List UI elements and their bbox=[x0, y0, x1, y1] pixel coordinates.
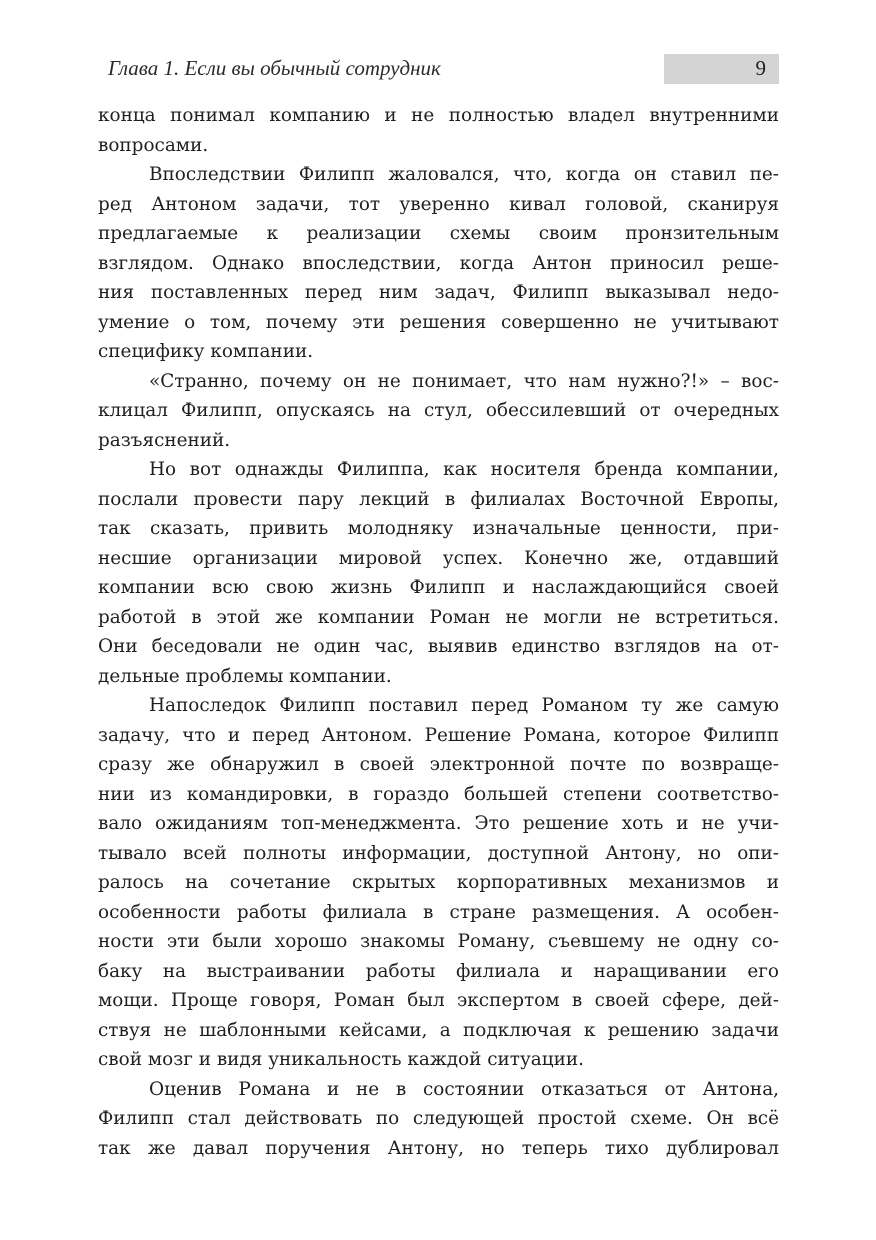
chapter-title: Глава 1. Если вы обычный сотрудник bbox=[108, 56, 441, 80]
text-line: несшие организации мировой успех. Конечно же, отдавший bbox=[98, 547, 779, 569]
text-line: ния поставленных перед ним задач, Филипп выказывал недо- bbox=[98, 282, 779, 303]
text-line: ствуя не шаблонными кейсами, а подключая к решению задачи bbox=[98, 1019, 779, 1041]
text-line: нии из командировки, в гораздо большей степени соответство- bbox=[98, 783, 779, 805]
text-line: ред Антоном задачи, тот уверенно кивал головой, сканируя bbox=[98, 193, 779, 215]
text-line: так же давал поручения Антону, но теперь тихо дублировал bbox=[98, 1137, 779, 1159]
text-line: работой в этой же компании Роман не могли не встретиться. bbox=[98, 606, 779, 628]
text-line: свой мозг и видя уникальность каждой ситуации. bbox=[98, 1049, 584, 1070]
paragraph-first-line: Впоследствии Филипп жаловался, что, когда он ставил пе- bbox=[149, 164, 779, 185]
text-line: предлагаемые к реализации схемы своим пронзительным bbox=[98, 223, 779, 244]
text-line: дельные проблемы компании. bbox=[98, 665, 392, 687]
text-line: Филипп стал действовать по следующей простой схеме. Он всё bbox=[98, 1108, 779, 1129]
body-text bbox=[98, 101, 779, 1163]
page-number-box bbox=[664, 54, 779, 84]
text-line: послали провести пару лекций в филиалах Восточной Европы, bbox=[98, 488, 779, 510]
paragraph-first-line: Оценив Романа и не в состоянии отказаться от Антона, bbox=[149, 1078, 779, 1100]
text-line: сразу же обнаружил в своей электронной почте по возвраще- bbox=[98, 754, 779, 775]
text-line: компании всю свою жизнь Филипп и наслаждающийся своей bbox=[98, 577, 779, 598]
text-line: разъяснений. bbox=[98, 429, 231, 451]
paragraph-first-line: Но вот однажды Филиппа, как носителя бренда компании, bbox=[149, 459, 779, 480]
running-header bbox=[98, 54, 779, 84]
text-line: вало ожиданиям топ-менеджмента. Это решение хоть и не учи- bbox=[98, 813, 779, 834]
text-line: ности эти были хорошо знакомы Роману, съевшему не одну со- bbox=[98, 931, 779, 952]
text-line: тывало всей полноты информации, доступной Антону, но опи- bbox=[98, 842, 779, 864]
text-line: так сказать, привить молодняку изначальные ценности, при- bbox=[98, 518, 779, 539]
text-line: конца понимал компанию и не полностью владел внутренними bbox=[98, 105, 779, 126]
text-line: клицал Филипп, опускаясь на стул, обессилевший от очередных bbox=[98, 400, 779, 421]
text-line: особенности работы филиала в стране размещения. А особен- bbox=[98, 901, 779, 923]
paragraph-first-line: «Странно, почему он не понимает, что нам нужно?!» – вос- bbox=[149, 370, 779, 392]
text-line: задачу, что и перед Антоном. Решение Романа, которое Филипп bbox=[98, 724, 779, 746]
text-line: мощи. Проще говоря, Роман был экспертом в своей сфере, дей- bbox=[98, 990, 779, 1011]
text-line: специфику компании. bbox=[98, 341, 314, 362]
text-line: Они беседовали не один час, выявив единство взглядов на от- bbox=[98, 636, 779, 657]
text-line: умение о том, почему эти решения совершенно не учитывают bbox=[98, 311, 779, 333]
text-line: взглядом. Однако впоследствии, когда Антон приносил реше- bbox=[98, 252, 779, 274]
text-line: вопросами. bbox=[98, 134, 209, 156]
paragraph-first-line: Напоследок Филипп поставил перед Романом ту же самую bbox=[149, 695, 779, 716]
text-line: ралось на сочетание скрытых корпоративных механизмов и bbox=[98, 872, 779, 893]
text-line: баку на выстраивании работы филиала и наращивании его bbox=[98, 960, 779, 982]
page-number: 9 bbox=[755, 56, 766, 80]
